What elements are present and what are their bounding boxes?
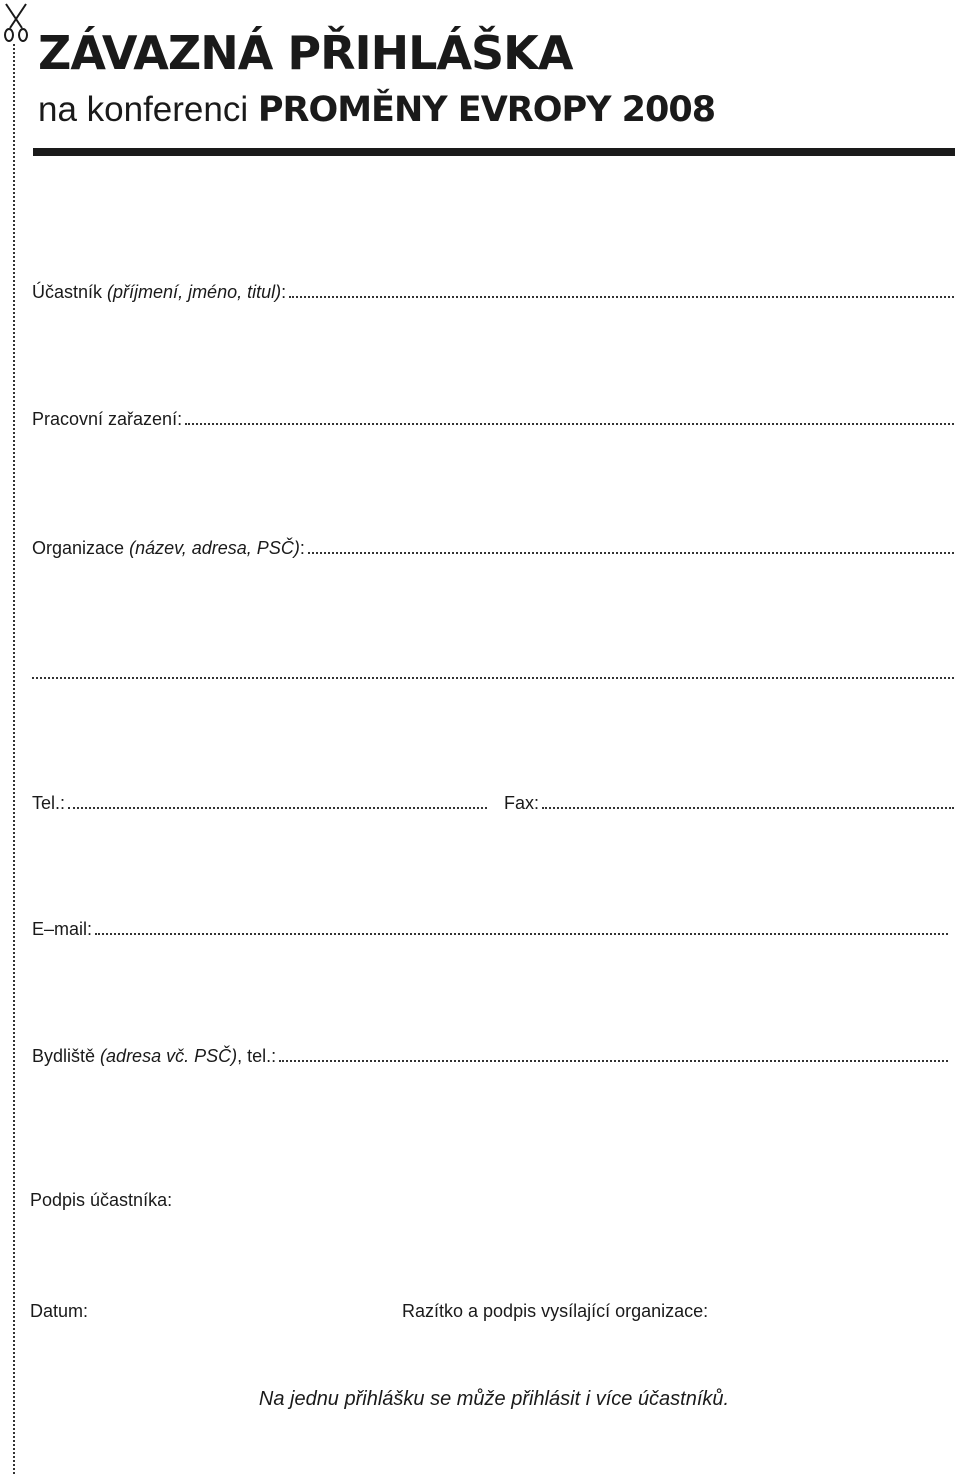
tel-dotted-line: [68, 807, 487, 809]
participant-label: Účastník (příjmení, jméno, titul):: [32, 282, 287, 302]
fax-dotted-line: [542, 807, 954, 809]
residence-field[interactable]: [32, 1043, 948, 1067]
cut-line: [13, 44, 15, 1474]
organization-field[interactable]: [32, 535, 954, 559]
form-subtitle: [38, 92, 715, 128]
date-label: Datum:: [30, 1301, 89, 1321]
email-field[interactable]: [32, 916, 948, 940]
position-field[interactable]: [32, 406, 954, 430]
participant-field[interactable]: [32, 279, 954, 303]
subtitle-prefix: na konferenci: [38, 90, 249, 129]
conference-name: PROMĚNY EVROPY 2008: [257, 90, 716, 130]
scissors-icon: [2, 2, 30, 44]
email-label: E–mail:: [32, 919, 93, 939]
residence-label: Bydliště (adresa vč. PSČ), tel.:: [32, 1046, 277, 1066]
position-dotted-line: [185, 423, 954, 425]
organization-dotted-line: [308, 552, 954, 554]
footer-note: Na jednu přihlášku se může přihlásit i více účastníků.: [258, 1388, 730, 1410]
tel-label: Tel.:: [32, 793, 66, 813]
form-title: ZÁVAZNÁ PŘIHLÁŠKA: [38, 26, 573, 80]
fax-field[interactable]: [504, 790, 954, 814]
position-label: Pracovní zařazení:: [32, 409, 183, 429]
signature-label: Podpis účastníka:: [30, 1190, 173, 1210]
organization-dotted-line-2: [32, 677, 954, 679]
header-rule: [33, 148, 955, 156]
fax-label: Fax:: [504, 793, 540, 813]
tel-field[interactable]: [32, 790, 487, 814]
organization-label: Organizace (název, adresa, PSČ):: [32, 538, 305, 558]
participant-dotted-line: [289, 296, 954, 298]
email-dotted-line: [95, 933, 948, 935]
organization-field-line-2[interactable]: [32, 660, 954, 684]
stamp-label: Razítko a podpis vysílající organizace:: [402, 1301, 709, 1321]
residence-dotted-line: [279, 1060, 948, 1062]
